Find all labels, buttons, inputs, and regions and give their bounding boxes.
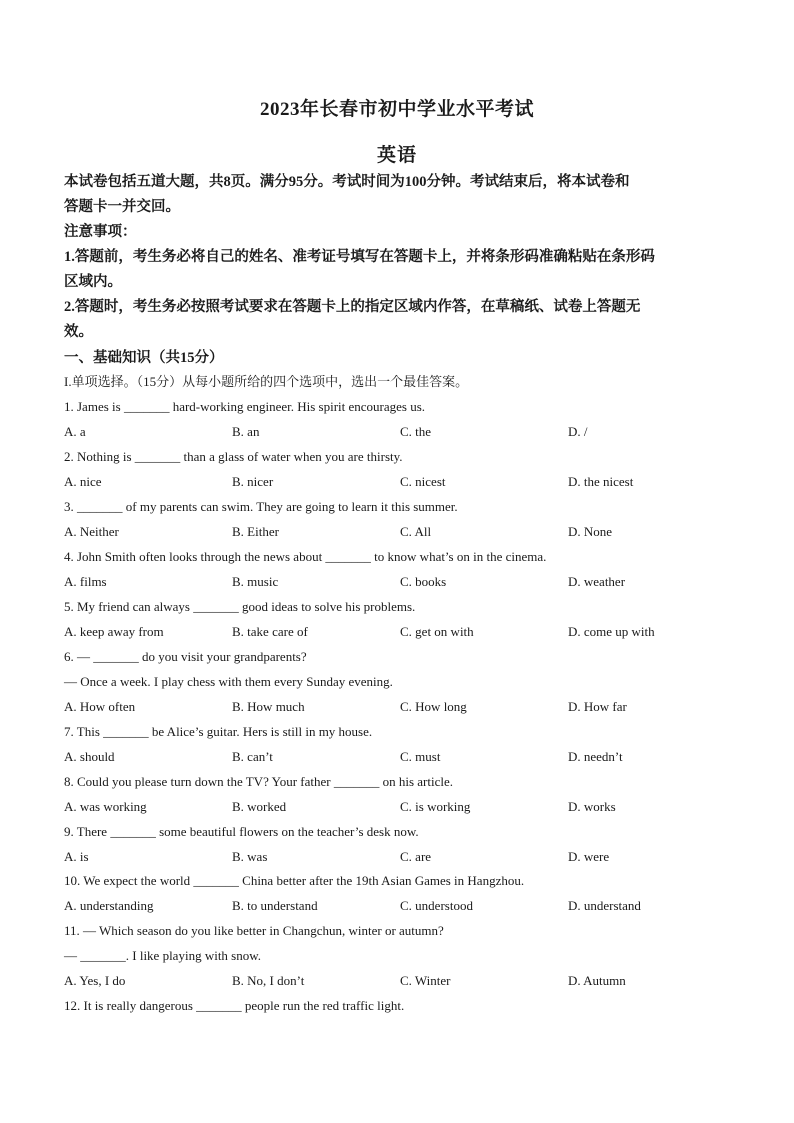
option-a: A. is <box>64 849 89 864</box>
option-a: A. Yes, I do <box>64 973 126 988</box>
question-stem: 8. Could you please turn down the TV? Your father _______ on his article. <box>64 774 453 789</box>
option-a: A. should <box>64 749 115 764</box>
option-c: C. All <box>400 524 432 539</box>
option-c: C. the <box>400 424 432 439</box>
question-stem: 6. — _______ do you visit your grandparents? <box>64 649 307 664</box>
option-b: B. music <box>232 574 279 589</box>
option-d: D. come up with <box>568 624 655 639</box>
option-c: C. understood <box>400 898 473 913</box>
notice-heading: 注意事项： <box>64 224 137 240</box>
question-stem: 1. James is _______ hard-working engineer. His spirit encourages us. <box>64 399 426 414</box>
option-a: A. understanding <box>64 898 154 913</box>
section-instruction: I.单项选择。（15分）从每小题所给的四个选项中，选出一个最佳答案。 <box>64 374 469 389</box>
option-a: A. was working <box>64 799 147 814</box>
option-c: C. get on with <box>400 624 474 639</box>
option-b: B. was <box>232 849 268 864</box>
option-b: B. worked <box>232 799 287 814</box>
option-d: D. were <box>568 849 610 864</box>
question-stem-reply: — Once a week. I play chess with them every Sunday evening. <box>64 674 393 689</box>
option-c: C. are <box>400 849 432 864</box>
question-stem: 4. John Smith often looks through the news about _______ to know what’s on in the cinema. <box>64 549 547 564</box>
option-d: D. works <box>568 799 616 814</box>
option-b: B. take care of <box>232 624 308 639</box>
option-c: C. nicest <box>400 474 446 489</box>
option-c: C. must <box>400 749 441 764</box>
option-a: A. films <box>64 574 107 589</box>
option-d: D. the nicest <box>568 474 634 489</box>
option-d: D. understand <box>568 898 641 913</box>
option-d: D. Autumn <box>568 973 626 988</box>
section-heading: 一、基础知识（共15分） <box>64 350 224 366</box>
option-d: D. None <box>568 524 613 539</box>
question-stem: 5. My friend can always _______ good ideas to solve his problems. <box>64 599 416 614</box>
question-stem: 11. — Which season do you like better in Changchun, winter or autumn? <box>64 923 444 938</box>
option-a: A. How often <box>64 699 136 714</box>
question-stem: 10. We expect the world _______ China better after the 19th Asian Games in Hangzhou. <box>64 873 525 888</box>
question-stem: 3. _______ of my parents can swim. They are going to learn it this summer. <box>64 499 458 514</box>
option-a: A. keep away from <box>64 624 164 639</box>
option-a: A. a <box>64 424 86 439</box>
option-c: C. Winter <box>400 973 451 988</box>
option-b: B. to understand <box>232 898 318 913</box>
exam-title: 2023年长春市初中学业水平考试 <box>259 99 534 120</box>
notice-2-line-2: 效。 <box>64 324 93 340</box>
question-stem: 7. This _______ be Alice’s guitar. Hers is still in my house. <box>64 724 373 739</box>
option-a: A. nice <box>64 474 102 489</box>
intro-line-1: 本试卷包括五道大题，共8页。满分95分。考试时间为100分钟。考试结束后，将本试卷和 <box>64 174 630 190</box>
question-stem: 9. There _______ some beautiful flowers on the teacher’s desk now. <box>64 824 419 839</box>
option-a: A. Neither <box>64 524 119 539</box>
notice-1-line-1: 1.答题前，考生务必将自己的姓名、准考证号填写在答题卡上，并将条形码准确粘贴在条形码 <box>64 249 655 265</box>
option-d: D. / <box>568 424 588 439</box>
option-b: B. an <box>232 424 260 439</box>
option-d: D. How far <box>568 699 627 714</box>
option-c: C. How long <box>400 699 467 714</box>
question-stem: 2. Nothing is _______ than a glass of water when you are thirsty. <box>64 449 403 464</box>
question-stem-reply: — _______. I like playing with snow. <box>64 948 262 963</box>
notice-2-line-1: 2.答题时，考生务必按照考试要求在答题卡上的指定区域内作答，在草稿纸、试卷上答题无 <box>64 299 641 315</box>
option-b: B. How much <box>232 699 305 714</box>
option-b: B. nicer <box>232 474 274 489</box>
option-d: D. weather <box>568 574 626 589</box>
option-b: B. can’t <box>232 749 273 764</box>
option-d: D. needn’t <box>568 749 623 764</box>
option-c: C. is working <box>400 799 471 814</box>
option-b: B. Either <box>232 524 279 539</box>
option-c: C. books <box>400 574 447 589</box>
intro-line-2: 答题卡一并交回。 <box>64 199 180 215</box>
notice-1-line-2: 区域内。 <box>64 274 122 290</box>
question-stem: 12. It is really dangerous _______ people run the red traffic light. <box>64 998 405 1013</box>
subject-title: 英语 <box>376 145 417 166</box>
option-b: B. No, I don’t <box>232 973 305 988</box>
